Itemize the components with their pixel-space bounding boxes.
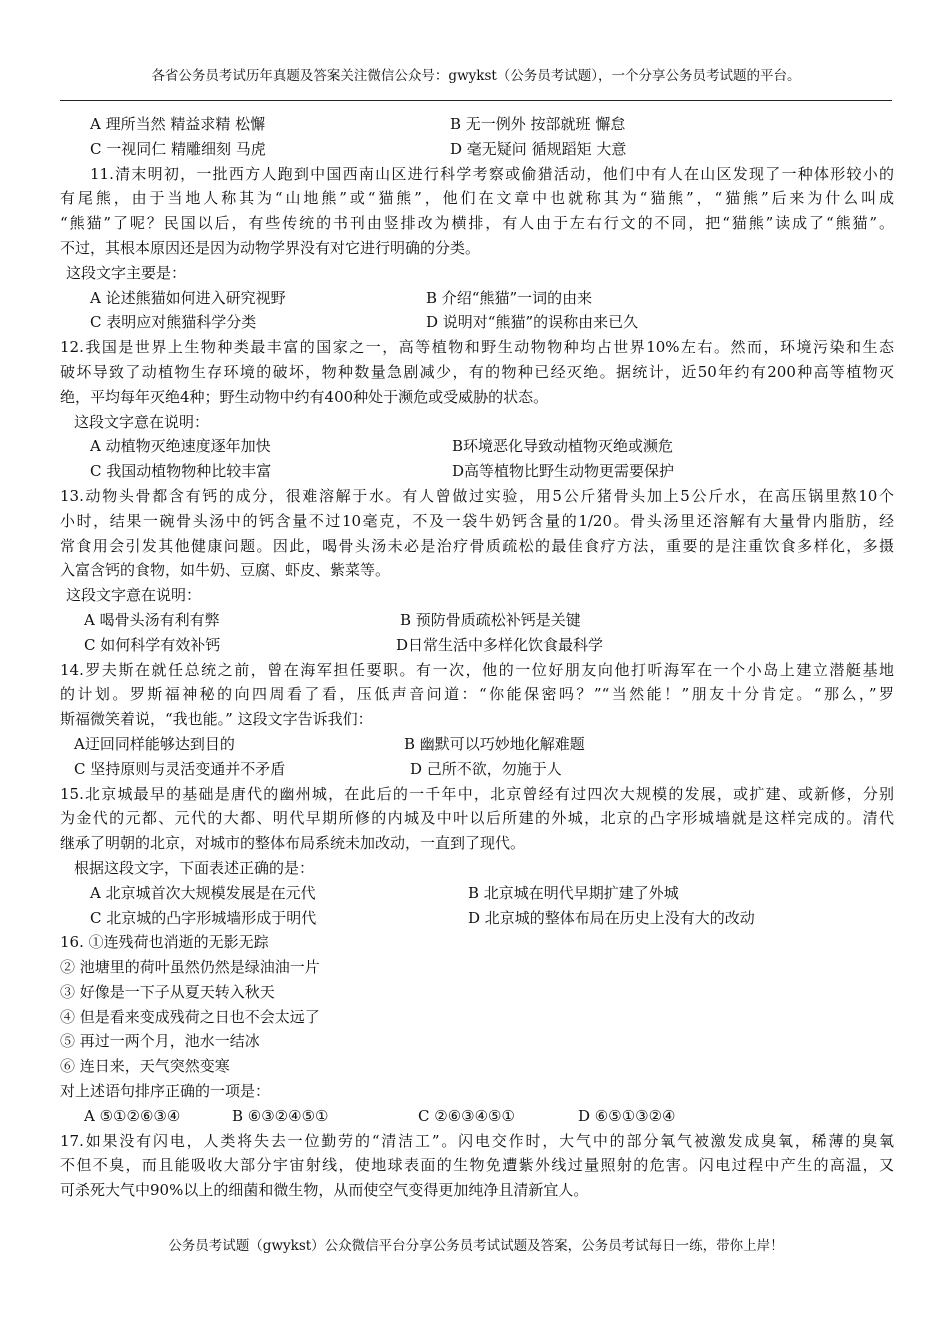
q13-option-c: C 如何科学有效补钙 [84, 635, 221, 654]
q11-options-row-2 [60, 310, 894, 335]
q11-stem: 这段文字主要是： [66, 263, 187, 282]
q12-option-c: C 我国动植物物种比较丰富 [90, 462, 272, 481]
q17-text-line: 17.如果没有闪电，人类将失去一位勤劳的“清洁工”。闪电交作时，大气中的部分氧气被激发成臭氧，稀薄的臭氧 [60, 1131, 894, 1150]
q10-options-row-1 [60, 112, 894, 137]
q15-stem: 根据这段文字，下面表述正确的是： [74, 858, 315, 877]
q12-option-a: A 动植物灭绝速度逐年加快 [90, 437, 271, 456]
q16-option-d: D ⑥⑤①③②④ [578, 1106, 676, 1125]
q13-text-line: 小时，结果一碗骨头汤中的钙含量不过10毫克，不及一袋牛奶钙含量的1/20。骨头汤里还溶解有大量骨内脂肪，经 [60, 511, 894, 530]
q11-option-b: B 介绍“熊猫”一词的由来 [426, 288, 593, 307]
q11-text-line: “熊猫”了呢？民国以后，有些传统的书刊由竖排改为横排，有人由于左右行文的不同，把“猫熊”读成了“熊猫”。 [60, 214, 895, 233]
q16-stem: 对上述语句排序正确的一项是： [60, 1082, 271, 1101]
q13-options-row-2 [60, 633, 894, 658]
q14-options-row-2 [60, 757, 894, 782]
q12-text-line: 绝，平均每年灭绝4种；野生动物中约有400种处于濒危或受威胁的状态。 [60, 387, 549, 406]
q17-text-line: 可杀死大气中90%以上的细菌和微生物，从而使空气变得更加纯净且清新宜人。 [60, 1181, 589, 1200]
exam-content [60, 112, 894, 1203]
q12-options-row-2 [60, 459, 894, 484]
q13-text-line: 13.动物头骨都含有钙的成分，很难溶解于水。有人曾做过实验，用5公斤猪骨头加上5公斤水，在高压锅里熬10个 [60, 486, 894, 505]
q11-option-c: C 表明应对熊猫科学分类 [90, 313, 257, 332]
q16-sentence: ③ 好像是一下子从夏天转入秋天 [60, 982, 275, 1001]
q10-option-d: D 毫无疑问 循规蹈矩 大意 [450, 139, 627, 158]
page-header: 各省公务员考试历年真题及答案关注微信公众号：gwykst（公务员考试题），一个分享公务员考试题的平台。 [151, 68, 801, 84]
q16-sentence: ⑤ 再过一两个月，池水一结冰 [60, 1032, 260, 1051]
q13-option-d: D日常生活中多样化饮食最科学 [396, 635, 604, 654]
page-footer: 公务员考试题（gwykst）公众微信平台分享公务员考试试题及答案，公务员考试每日一练，带你上岸！ [168, 1238, 784, 1254]
q11-options-row-1 [60, 286, 894, 311]
q12-text-line: 12.我国是世界上生物种类最丰富的国家之一，高等植物和野生动物物种均占世界10%左右。然而，环境污染和生态 [60, 338, 894, 357]
q14-text-line: 14.罗夫斯在就任总统之前，曾在海军担任要职。有一次，他的一位好朋友向他打听海军在一个小岛上建立潜艇基地 [60, 660, 894, 679]
q13-option-b: B 预防骨质疏松补钙是关键 [400, 610, 581, 629]
q16-option-c: C ②⑥③④⑤① [418, 1106, 515, 1125]
q15-option-a: A 北京城首次大规模发展是在元代 [90, 883, 316, 902]
q11-text-line: 11.清末明初，一批西方人跑到中国西南山区进行科学考察或偷猎活动，他们中有人在山区发现了一种体形较小的 [90, 164, 894, 183]
q12-stem: 这段文字意在说明： [74, 412, 210, 431]
q13-text-line: 入富含钙的食物，如牛奶、豆腐、虾皮、紫菜等。 [60, 561, 391, 580]
q17-text-line: 不但不臭，而且能吸收大部分宇宙射线，使地球表面的生物免遭紫外线过量照射的危害。闪电过程中产生的高温，又 [60, 1156, 894, 1175]
q13-stem: 这段文字意在说明： [66, 586, 202, 605]
q11-text-line: 不过，其根本原因还是因为动物学界没有对它进行明确的分类。 [60, 238, 481, 257]
q14-option-c: C 坚持原则与灵活变通并不矛盾 [74, 759, 286, 778]
q14-option-b: B 幽默可以巧妙地化解难题 [404, 734, 585, 753]
q16-option-b: B ⑥③②④⑤① [232, 1106, 329, 1125]
q15-text-line: 为金代的元都、元代的大都、明代早期所修的内城及中叶以后所建的外城，北京的凸字形城墙就是这样完成的。清代 [60, 809, 894, 828]
q15-option-d: D 北京城的整体布局在历史上没有大的改动 [468, 908, 755, 927]
q15-options-row-2 [60, 906, 894, 931]
q13-options-row-1 [60, 608, 894, 633]
q11-option-d: D 说明对“熊猫”的误称由来已久 [426, 313, 639, 332]
q16-sentence: ⑥ 连日来，天气突然变寒 [60, 1057, 230, 1076]
header-rule [60, 100, 892, 101]
q16-sentence: 16. ①连残荷也消逝的无影无踪 [60, 933, 269, 952]
q14-option-a: A迂回同样能够达到目的 [74, 734, 235, 753]
q12-options-row-1 [60, 434, 894, 459]
q11-option-a: A 论述熊猫如何进入研究视野 [90, 288, 286, 307]
q15-text-line: 继承了明朝的北京，对城市的整体布局系统未加改动，一直到了现代。 [60, 834, 526, 853]
q14-text-line: 的计划。罗斯福神秘的向四周看了看，压低声音问道：“你能保密吗？”“当然能！”朋友十分肯定。“那么，”罗 [60, 685, 894, 704]
q15-option-c: C 北京城的凸字形城墙形成于明代 [90, 908, 317, 927]
q10-option-a: A 理所当然 精益求精 松懈 [90, 115, 266, 133]
q14-options-row-1 [60, 732, 894, 757]
q15-options-row-1 [60, 881, 894, 906]
q13-option-a: A 喝骨头汤有利有弊 [84, 610, 220, 629]
q10-options-row-2 [60, 137, 894, 162]
q16-sentence: ④ 但是看来变成残荷之日也不会太远了 [60, 1007, 320, 1026]
q12-text-line: 破坏导致了动植物生存环境的破坏，物种数量急剧减少，有的物种已经灭绝。据统计，近50年约有200种高等植物灭 [60, 362, 894, 381]
q15-text-line: 15.北京城最早的基础是唐代的幽州城，在此后的一千年中，北京曾经有过四次大规模的发展，或扩建、或新修，分别 [60, 784, 894, 803]
q13-text-line: 常食用会引发其他健康问题。因此，喝骨头汤未必是治疗骨质疏松的最佳食疗方法，重要的是注重饮食多样化，多摄 [60, 536, 894, 555]
q15-option-b: B 北京城在明代早期扩建了外城 [468, 883, 679, 902]
q14-option-d: D 己所不欲，勿施于人 [410, 759, 562, 778]
q14-text-line: 斯福微笑着说，“我也能。” 这段文字告诉我们： [60, 710, 373, 729]
q10-option-b: B 无一例外 按部就班 懈怠 [450, 115, 626, 133]
q16-sentence: ② 池塘里的荷叶虽然仍然是绿油油一片 [60, 958, 320, 977]
q12-option-b: B环境恶化导致动植物灭绝或濒危 [452, 437, 674, 456]
q16-option-a: A ⑤①②⑥③④ [84, 1106, 181, 1125]
q12-option-d: D高等植物比野生动物更需要保护 [452, 462, 675, 481]
q10-option-c: C 一视同仁 精雕细刻 马虎 [90, 139, 266, 158]
q16-options-row [60, 1104, 894, 1129]
q11-text-line: 有尾熊，由于当地人称其为“山地熊”或“猫熊”，他们在文章中也就称其为“猫熊”，“猫熊”后来为什么叫成 [60, 189, 894, 208]
